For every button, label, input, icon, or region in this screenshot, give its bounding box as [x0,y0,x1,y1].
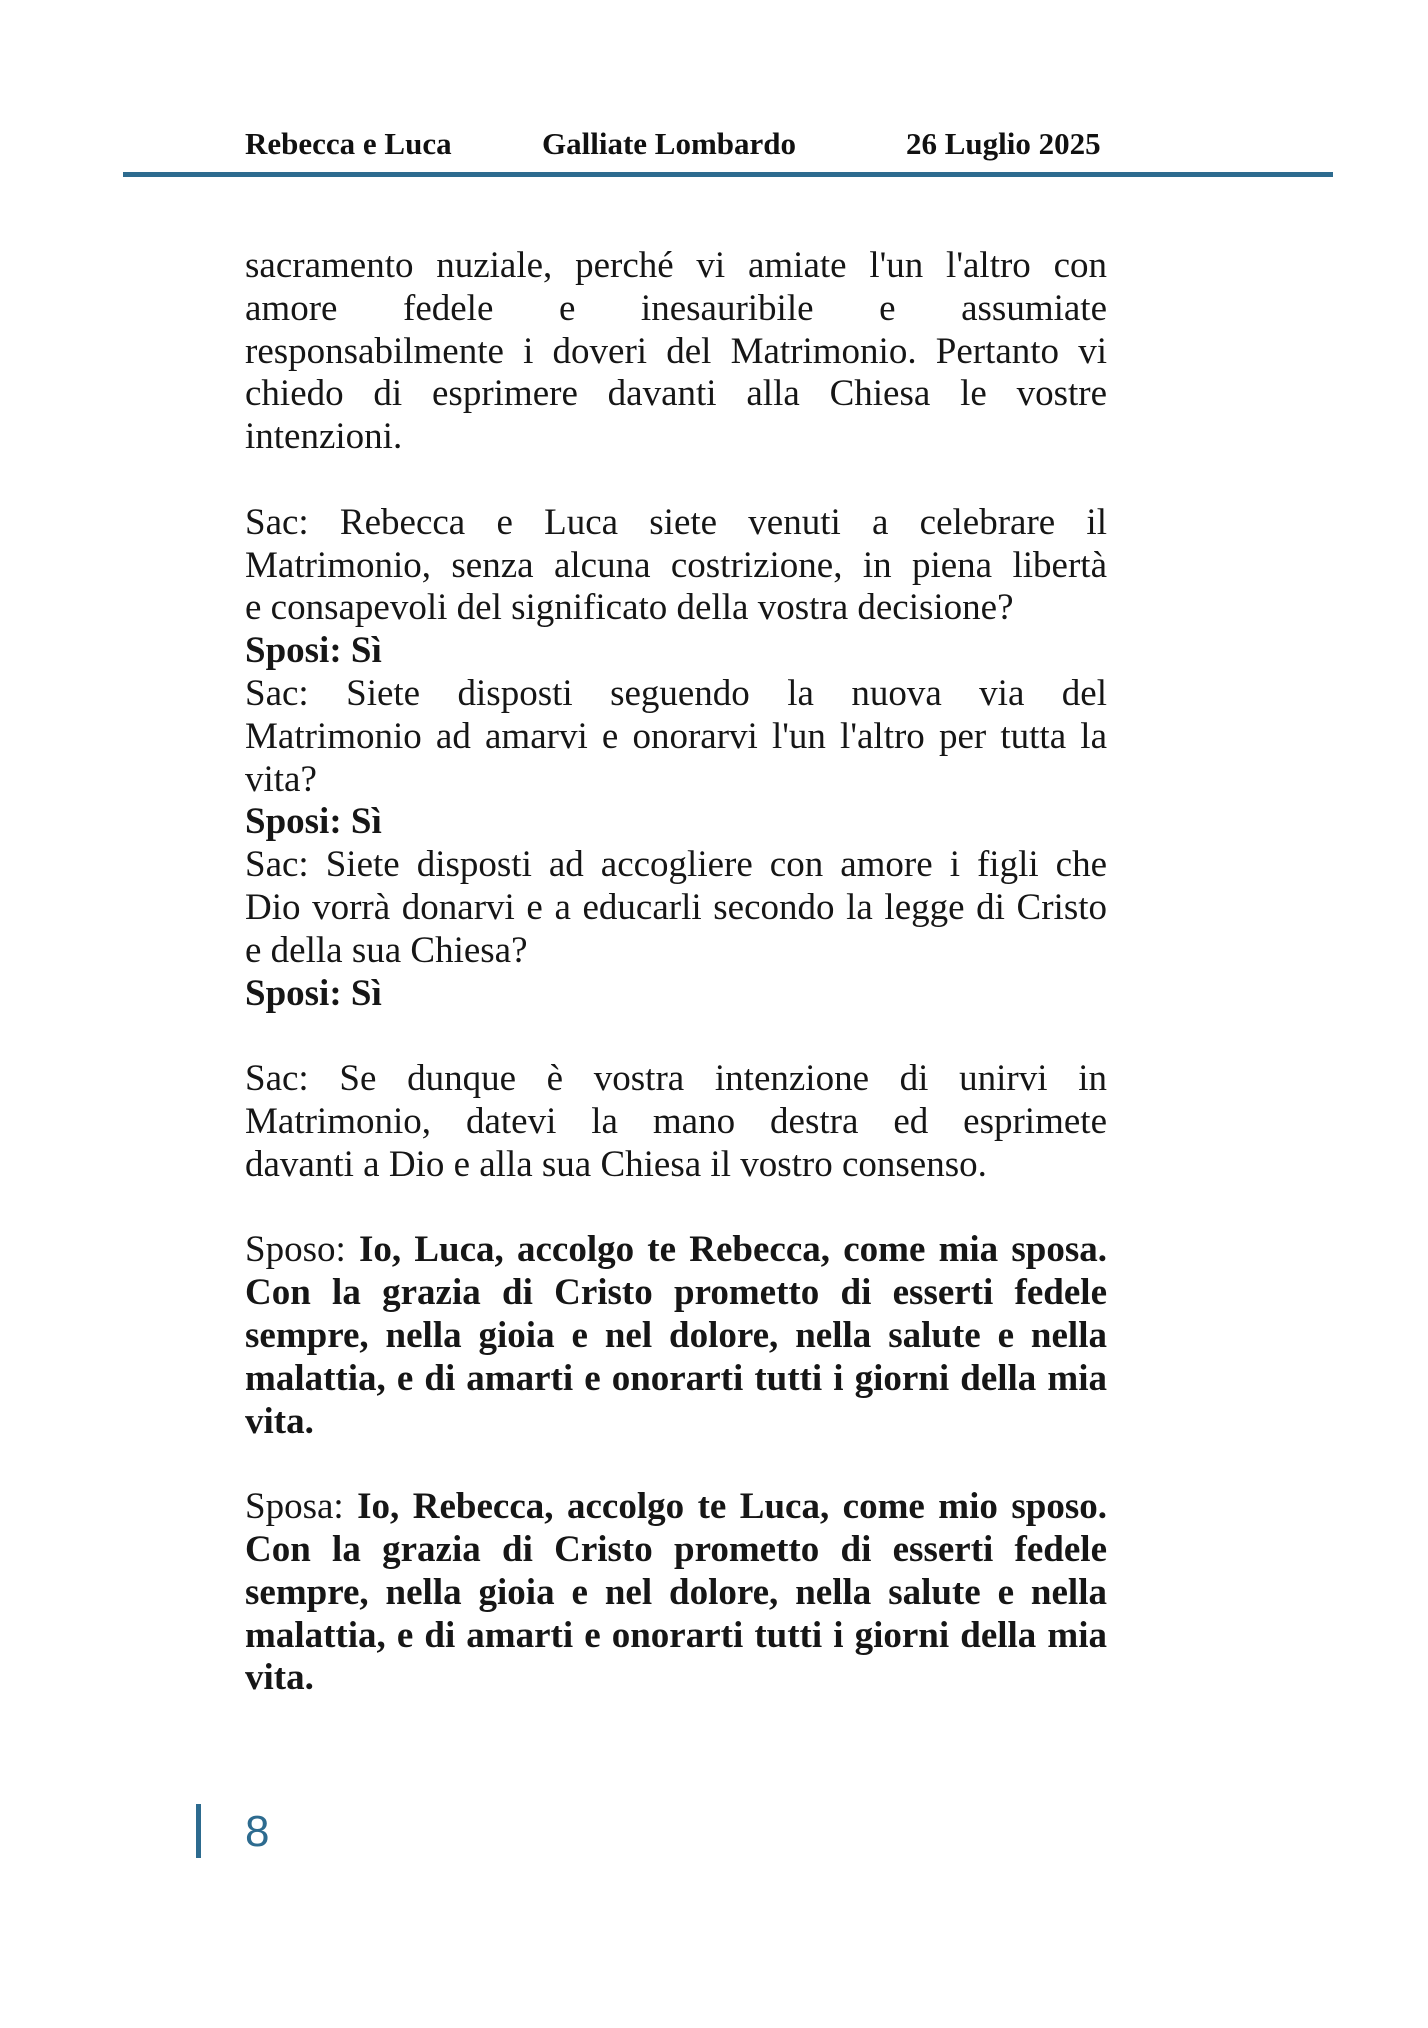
groom-vow-paragraph [245,1229,1107,1443]
vow-line: sempre, nella gioia e nel dolore, nella salute e nella [245,1571,1107,1613]
document-body [245,245,1107,1700]
vow-line: Con la grazia di Cristo prometto di esserti fedele [245,1528,1107,1570]
intro-line: responsabilmente i doveri del Matrimonio. Pertanto vi [245,330,1107,372]
question-block [245,844,1107,1015]
consent-request-line: davanti a Dio e alla sua Chiesa il vostro consenso. [245,1143,987,1185]
vow-line: sempre, nella gioia e nel dolore, nella salute e nella [245,1314,1107,1356]
question-block [245,673,1107,844]
vow-line [245,1486,1107,1529]
vow-text: Io, Luca, accolgo te Rebecca, come mia sposa. [358,1229,1108,1271]
intro-line: intenzioni. [245,416,403,458]
question-line: Sac: Rebecca e Luca siete venuti a celebrare il [245,501,1107,543]
answer-line: Sposi: Sì [245,972,382,1014]
answer-line: Sposi: Sì [245,801,382,843]
question-line: Sac: Siete disposti ad accogliere con amore i figli che [245,844,1107,886]
vow-line [245,1229,1107,1272]
vow-speaker: Sposa: [245,1486,344,1528]
question-block [245,502,1107,673]
question-line: e consapevoli del significato della vostra decisione? [245,587,1014,629]
vow-text: Io, Rebecca, accolgo te Luca, come mio sposo. [357,1486,1107,1528]
bride-vow-paragraph [245,1486,1107,1700]
header-couple-names: Rebecca e Luca [245,126,452,161]
intro-paragraph [245,245,1107,459]
question-line: vita? [245,758,317,800]
vow-line: malattia, e di amarti e onorarti tutti i giorni della mia [245,1614,1107,1656]
consent-request-line: Sac: Se dunque è vostra intenzione di unirvi in [245,1058,1107,1100]
consent-request-paragraph [245,1058,1107,1186]
page-number: 8 [245,1807,270,1856]
vow-line: Con la grazia di Cristo prometto di esserti fedele [245,1272,1107,1314]
header-date: 26 Luglio 2025 [906,126,1101,161]
answer-line: Sposi: Sì [245,630,382,672]
header-rule [123,172,1333,177]
vow-line: vita. [245,1657,314,1699]
page-number-bar [196,1804,201,1858]
question-line: Matrimonio, senza alcuna costrizione, in piena libertà [245,544,1107,586]
consent-questions [245,502,1107,1016]
question-line: e della sua Chiesa? [245,929,528,971]
intro-line: sacramento nuziale, perché vi amiate l'un l'altro con [245,245,1107,286]
question-line: Dio vorrà donarvi e a educarli secondo la legge di Cristo [245,886,1107,928]
consent-request-line: Matrimonio, datevi la mano destra ed esprimete [245,1100,1107,1142]
intro-line: chiedo di esprimere davanti alla Chiesa le vostre [245,373,1107,415]
vow-line: malattia, e di amarti e onorarti tutti i giorni della mia [245,1357,1107,1399]
header-place: Galliate Lombardo [542,126,797,161]
intro-line: amore fedele e inesauribile e assumiate [245,287,1107,329]
question-line: Matrimonio ad amarvi e onorarvi l'un l'altro per tutta la [245,715,1107,757]
vow-speaker: Sposo: [245,1229,346,1271]
vow-line: vita. [245,1400,314,1442]
question-line: Sac: Siete disposti seguendo la nuova via del [245,672,1107,714]
